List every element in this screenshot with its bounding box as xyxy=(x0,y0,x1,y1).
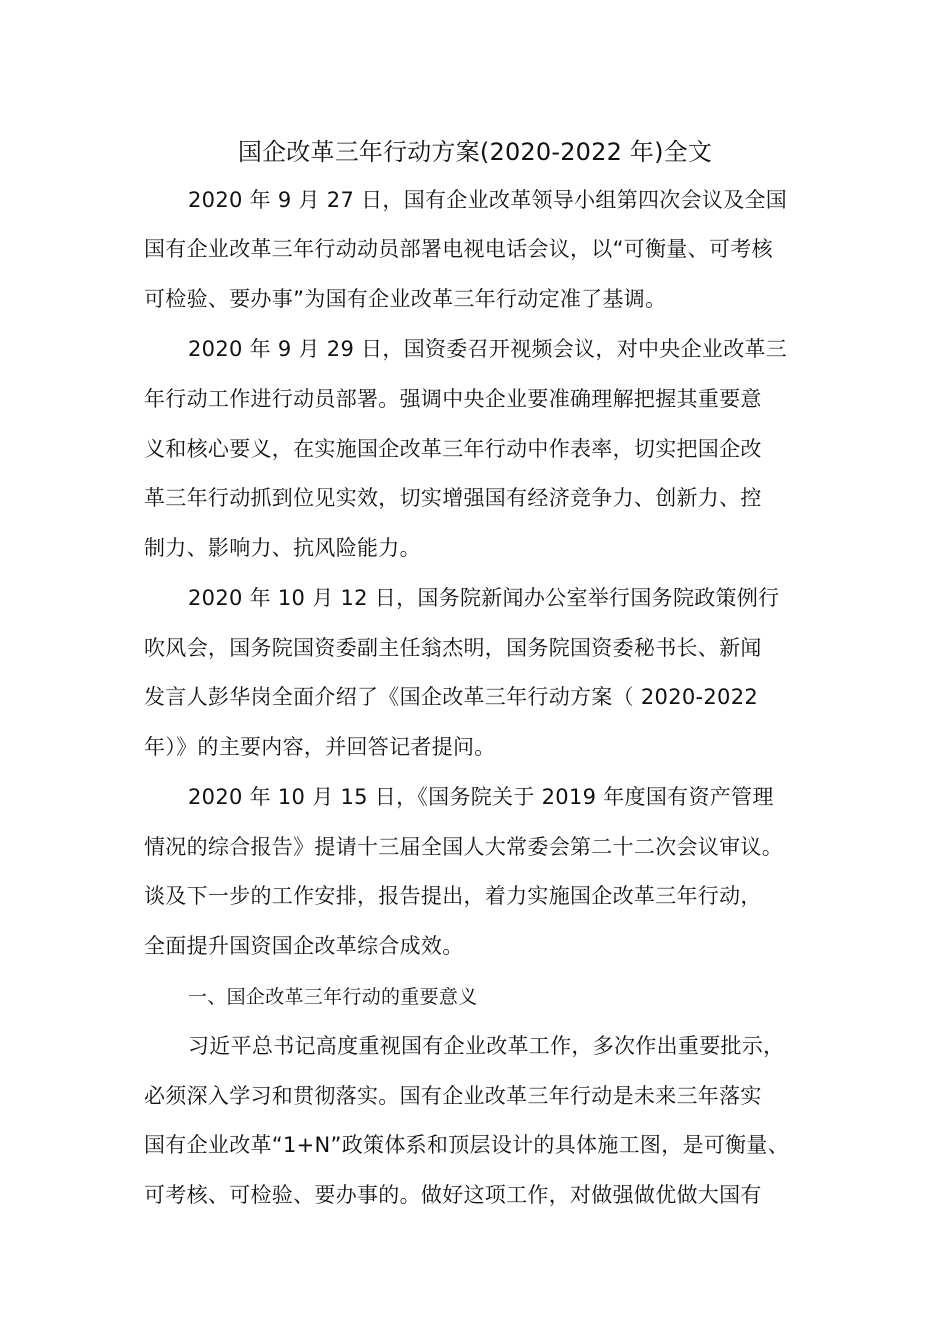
section-heading: 一、国企改革三年行动的重要意义 xyxy=(188,986,478,1008)
paragraph-2-line-4: 革三年行动抓到位见实效，切实增强国有经济竞争力、创新力、控 xyxy=(144,486,762,510)
paragraph-5-line-4: 可考核、可检验、要办事的。做好这项工作，对做强做优做大国有 xyxy=(144,1183,762,1207)
paragraph-3-line-1: 2020 年 10 月 12 日，国务院新闻办公室举行国务院政策例行 xyxy=(188,586,780,610)
paragraph-4-line-1: 2020 年 10 月 15 日，《国务院关于 2019 年度国有资产管理 xyxy=(188,785,774,809)
paragraph-2-line-2: 年行动工作进行动员部署。强调中央企业要准确理解把握其重要意 xyxy=(144,387,762,411)
paragraph-4-line-2: 情况的综合报告》提请十三届全国人大常委会第二十二次会议审议。 xyxy=(144,835,783,859)
paragraph-4-line-4: 全面提升国资国企改革综合成效。 xyxy=(144,934,464,958)
paragraph-3-line-3: 发言人彭华岗全面介绍了《国企改革三年行动方案（ 2020-2022 xyxy=(144,685,759,709)
paragraph-5-line-2: 必须深入学习和贯彻落实。国有企业改革三年行动是未来三年落实 xyxy=(144,1084,762,1108)
paragraph-1-line-2: 国有企业改革三年行动动员部署电视电话会议，以“可衡量、可考核 xyxy=(144,237,773,261)
paragraph-2-line-3: 义和核心要义，在实施国企改革三年行动中作表率，切实把国企改 xyxy=(144,437,762,461)
paragraph-1-line-3: 可检验、要办事”为国有企业改革三年行动定准了基调。 xyxy=(144,287,667,311)
paragraph-3-line-4: 年）》的主要内容，并回答记者提问。 xyxy=(144,735,496,759)
paragraph-3-line-2: 吹风会，国务院国资委副主任翁杰明，国务院国资委秘书长、新闻 xyxy=(144,636,762,660)
paragraph-5-line-3: 国有企业改革“1+N”政策体系和顶层设计的具体施工图，是可衡量、 xyxy=(144,1133,790,1157)
paragraph-4-line-3: 谈及下一步的工作安排，报告提出，着力实施国企改革三年行动， xyxy=(144,884,762,908)
document-title: 国企改革三年行动方案(2020-2022 年)全文 xyxy=(237,138,713,166)
paragraph-2-line-5: 制力、影响力、抗风险能力。 xyxy=(144,536,421,560)
paragraph-1-line-1: 2020 年 9 月 27 日，国有企业改革领导小组第四次会议及全国 xyxy=(188,188,788,212)
paragraph-2-line-1: 2020 年 9 月 29 日，国资委召开视频会议，对中央企业改革三 xyxy=(188,337,788,361)
paragraph-5-line-1: 习近平总书记高度重视国有企业改革工作，多次作出重要批示， xyxy=(188,1034,785,1058)
